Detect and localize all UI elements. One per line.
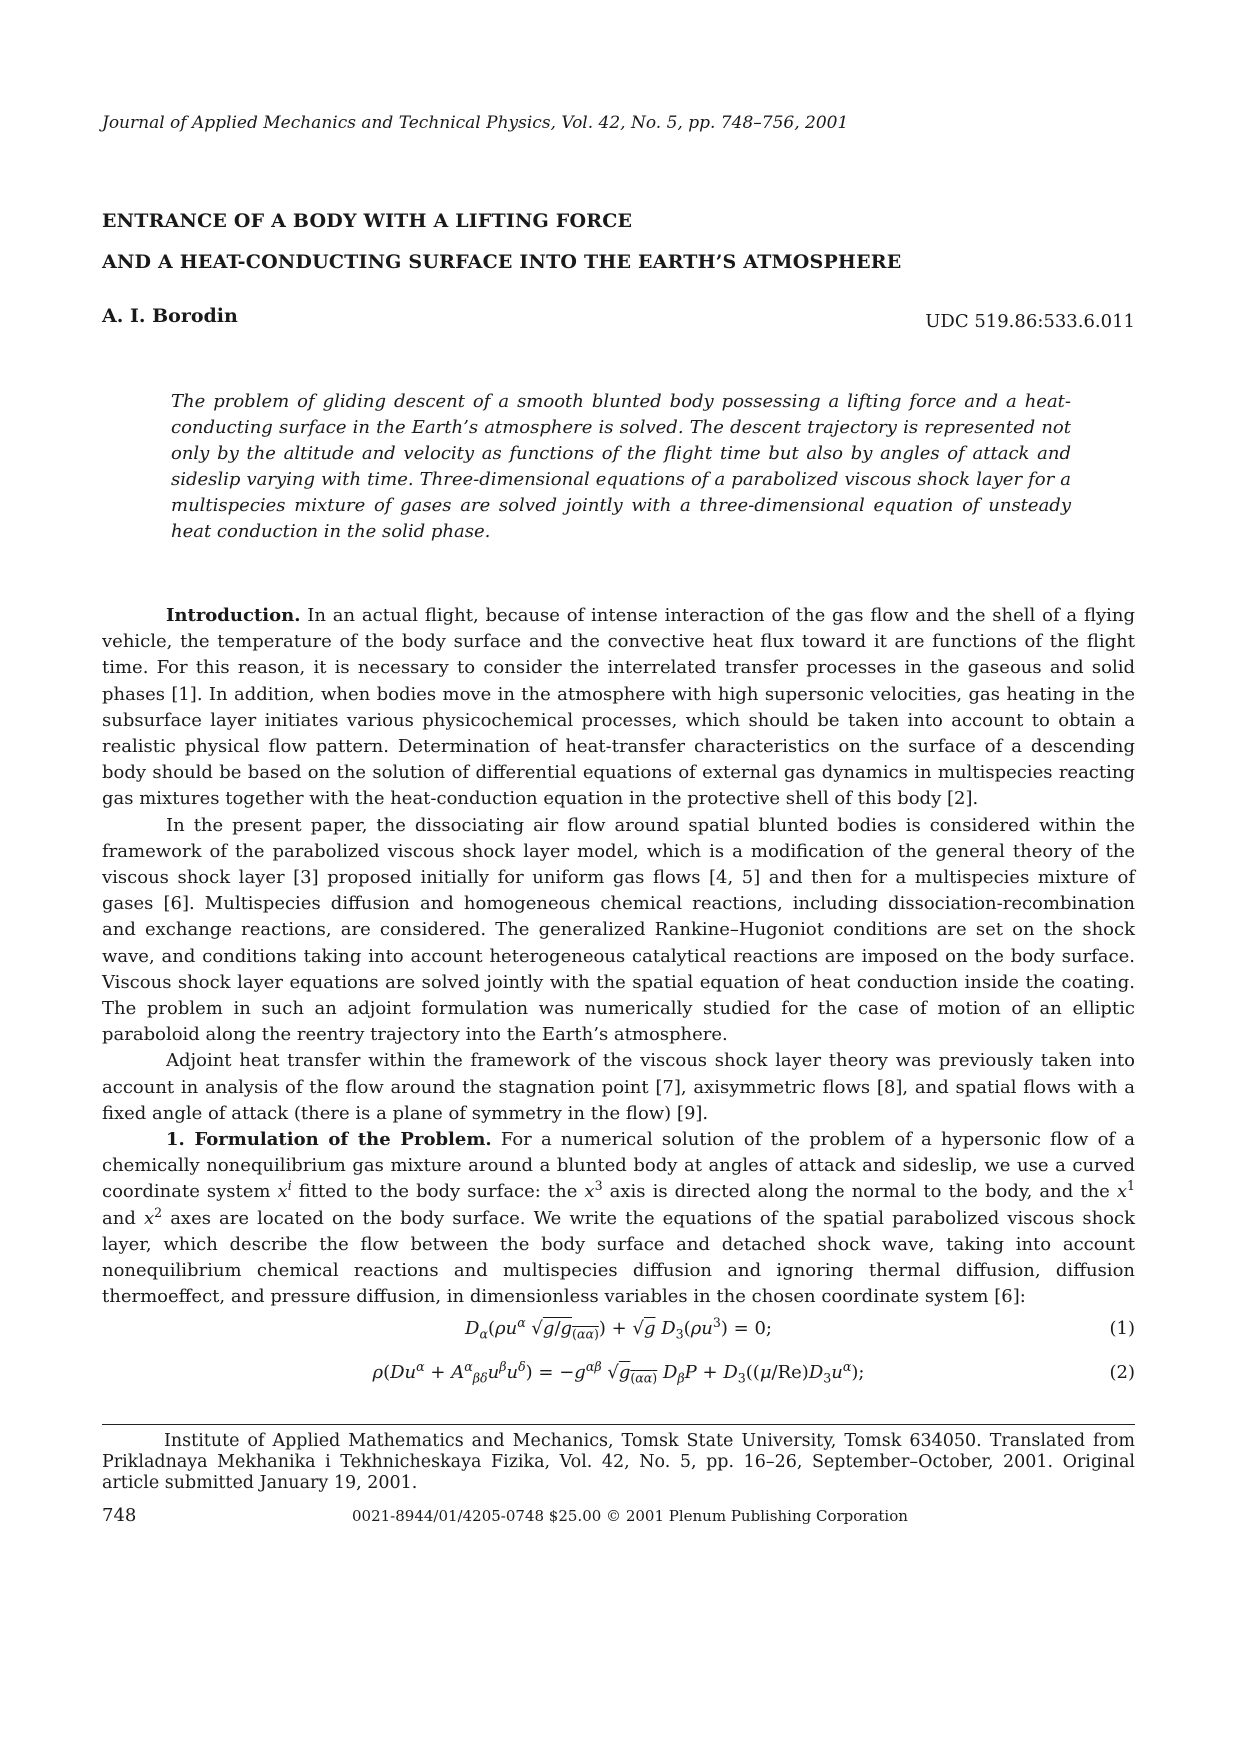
equation-1: [102, 1310, 1135, 1354]
intro-paragraph-2: In the present paper, the dissociating air flow around spatial blunted bodies is considered within the framework of the parabolized viscous shock layer model, which is a modification of the general theory of the viscous shock layer [3] proposed initially for uniform gas flows [4, 5] and then for a multispecies mixture of gases [6]. Multispecies diffusion and homogeneous chemical reactions, including dissociation-recombination and exchange reactions, are considered. The generalized Rankine–Hugoniot conditions are set on the shock wave, and conditions taking into account heterogeneous catalytical reactions are imposed on the body surface. Viscous shock layer equations are solved jointly with the spatial equation of heat conduction inside the coating. The problem in such an adjoint formulation was numerically studied for the case of motion of an elliptic paraboloid along the reentry trajectory into the Earth’s atmosphere.: [102, 814, 1135, 1046]
section-1-paragraph: 1. Formulation of the Problem. For a numerical solution of the problem of a hypersonic flow of a chemically nonequilibrium gas mixture around a blunted body at angles of attack and sideslip, we use a curved coordinate system $x^i$ fitted to the body surface: the $x^3$ axis is directed along the normal to the body, and the $x^1$ and $x^2$ axes are located on the body surface. We write the equations of the spatial parabolized viscous shock layer, which describe the flow between the body surface and detached shock wave, taking into account nonequilibrium chemical reactions and multispecies diffusion and ignoring thermal diffusion, diffusion thermoeffect, and pressure diffusion, in dimensionless variables in the chosen coordinate system [6]:: [102, 1129, 1135, 1308]
article-body: [102, 603, 1135, 1398]
section-1-heading: 1. Formulation of the Problem.: [166, 1129, 492, 1151]
footnote-rule: [102, 1424, 1135, 1425]
equation-2-number: (2): [1109, 1362, 1135, 1384]
abstract: The problem of gliding descent of a smooth blunted body possessing a lifting force and a heat-conducting surface in the Earth’s atmosphere is solved. The descent trajectory is represented not only by the altitude and velocity as functions of the flight time but also by angles of attack and sideslip varying with time. Three-dimensional equations of a parabolized viscous shock layer for a multispecies mixture of gases are solved jointly with a three-dimensional equation of unsteady heat conduction in the solid phase.: [171, 391, 1071, 542]
equation-1-expression: $D_\alpha(\rho u^\alpha$ $√g/g_{(\alpha\alpha)}) + √g$ $D_3(\rho u^3) = 0$;: [465, 1315, 772, 1343]
copyright-line: 0021-8944/01/4205-0748 $25.00 © 2001 Plenum Publishing Corporation: [352, 1507, 908, 1525]
equation-1-number: (1): [1109, 1318, 1135, 1340]
udc-code: UDC 519.86:533.6.011: [925, 311, 1135, 332]
affiliation-footnote: Institute of Applied Mathematics and Mechanics, Tomsk State University, Tomsk 634050. Translated from Prikladnaya Mekhanika i Tekhnicheskaya Fizika, Vol. 42, No. 5, pp. 16–26, September–October, 2001. Original article submitted January 19, 2001.: [102, 1431, 1135, 1493]
intro-paragraph-1: [102, 603, 1135, 813]
title-line-2: AND A HEAT-CONDUCTING SURFACE INTO THE EARTH’S ATMOSPHERE: [102, 251, 902, 273]
article-title: [102, 201, 901, 283]
title-line-1: ENTRANCE OF A BODY WITH A LIFTING FORCE: [102, 210, 633, 232]
journal-header: Journal of Applied Mechanics and Technical Physics, Vol. 42, No. 5, pp. 748–756, 2001: [102, 113, 849, 133]
page-number: 748: [102, 1505, 137, 1526]
intro-text-1: In an actual flight, because of intense interaction of the gas flow and the shell of a flying vehicle, the temperature of the body surface and the convective heat flux toward it are functions of the flight time. For this reason, it is necessary to consider the interrelated transfer processes in the gaseous and solid phases [1]. In addition, when bodies move in the atmosphere with high supersonic velocities, gas heating in the subsurface layer initiates various physicochemical processes, which should be taken into account to obtain a realistic physical flow pattern. Determination of heat-transfer characteristics on the surface of a descending body should be based on the solution of differential equations of external gas dynamics in multispecies reacting gas mixtures together with the heat-conduction equation in the protective shell of this body [2].: [102, 605, 1135, 810]
equation-2-expression: $\rho(Du^\alpha + A^\alpha_{\beta\delta}u^\beta u^\delta) = -g^{\alpha\beta}$ $√g_{(\alpha\alpha)}$ $D_\beta P + D_3((\mu/Re)D_3u^\alpha)$;: [372, 1359, 865, 1387]
intro-heading: Introduction.: [166, 605, 301, 626]
author-name: A. I. Borodin: [102, 305, 238, 327]
equation-2: [102, 1354, 1135, 1398]
intro-paragraph-3: Adjoint heat transfer within the framework of the viscous shock layer theory was previously taken into account in analysis of the flow around the stagnation point [7], axisymmetric flows [8], and spatial flows with a fixed angle of attack (there is a plane of symmetry in the flow) [9].: [102, 1050, 1135, 1124]
